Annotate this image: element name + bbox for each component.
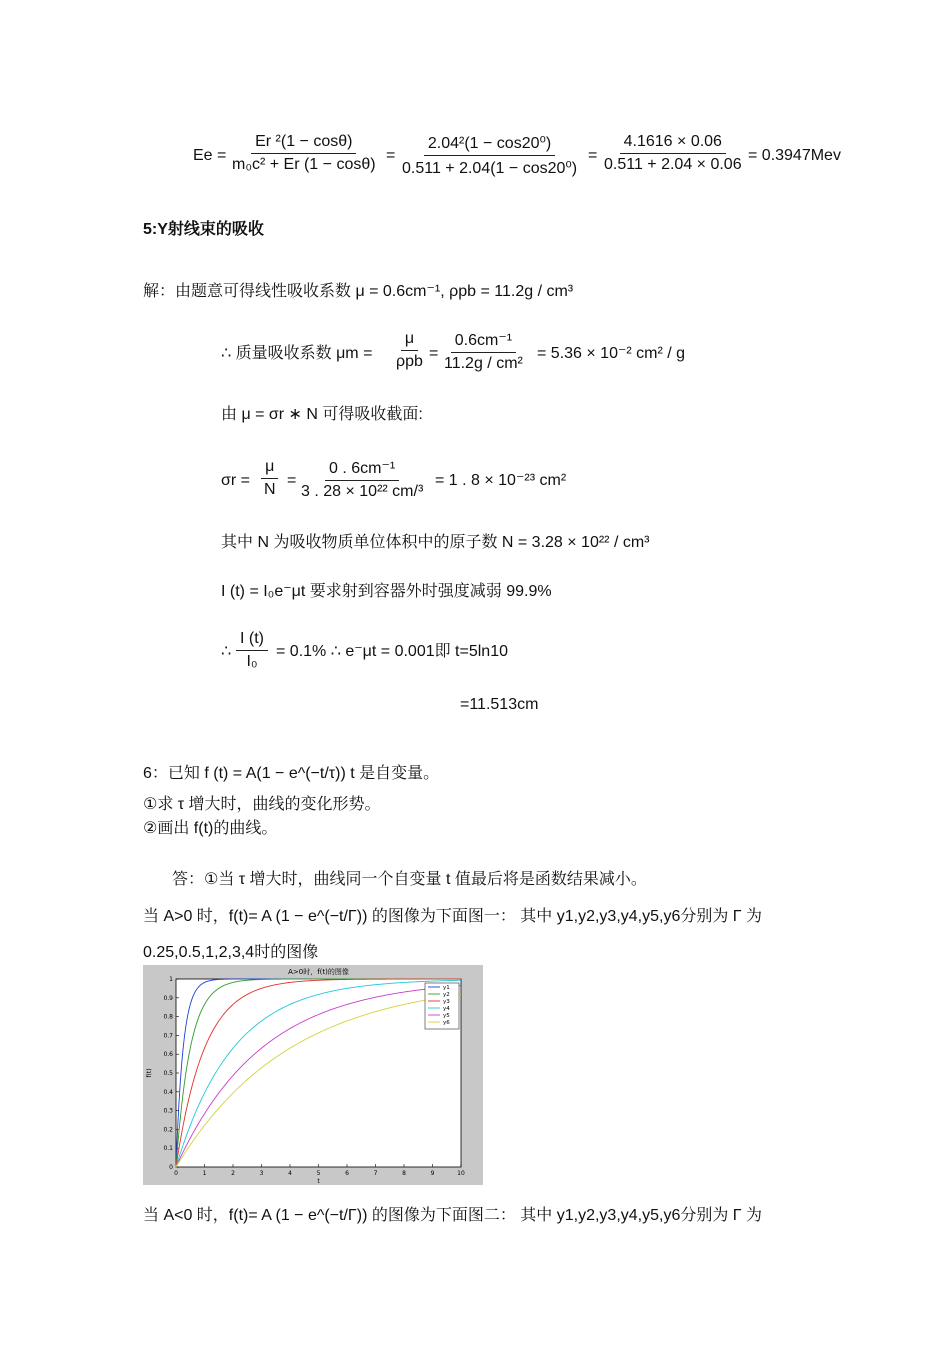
sigma-f2-denominator: 3 . 28 × 10²² cm/³	[301, 483, 424, 500]
eq1-f2-denominator: 0.511 + 2.04(1 − cos20⁰)	[402, 160, 578, 177]
eq1-result: = 0.3947Mev	[748, 147, 841, 164]
sigma-fraction-2	[297, 458, 427, 501]
a-positive-line: 当 A>0 时，f(t)= A (1 − e^(−t/Γ)) 的图像为下面图一： 其中 y1,y2,y3,y4,y5,y6分别为 Γ 为	[143, 908, 763, 925]
x-tick-label: 6	[345, 1170, 349, 1177]
eq1-f3-denominator: 0.511 + 2.04 × 0.06	[604, 156, 742, 173]
equals-sign: =	[287, 472, 297, 489]
mass-fraction-1	[392, 330, 427, 371]
question-1: ①求 τ 增大时，曲线的变化形势。	[143, 796, 381, 813]
y-tick-label: 0.1	[163, 1145, 173, 1153]
y-tick-label: 0.3	[163, 1107, 173, 1115]
x-tick-label: 0	[174, 1170, 178, 1177]
mass-f1-numerator: μ	[401, 330, 418, 351]
x-tick-label: 7	[373, 1170, 378, 1177]
y-tick-label: 1	[169, 976, 173, 983]
sigma-f1-numerator: μ	[261, 458, 278, 479]
figure-1-chart	[143, 965, 483, 1185]
ratio-numerator: I (t)	[236, 630, 268, 651]
x-tick-label: 3	[259, 1170, 264, 1177]
sigma-f2-numerator: 0 . 6cm⁻¹	[325, 458, 399, 481]
mass-f2-denominator: 11.2g / cm²	[444, 355, 523, 372]
ratio-label: ∴	[221, 643, 232, 660]
equals-sign: =	[588, 147, 598, 164]
eq1-lhs: Ee =	[193, 147, 227, 164]
sigma-f1-denominator: N	[264, 481, 276, 498]
ratio-rest: = 0.1% ∴ e⁻μt = 0.001即 t=5ln10	[276, 643, 508, 660]
mass-f1-denominator: ρpb	[396, 353, 423, 370]
y-tick-label: 0.6	[163, 1051, 173, 1059]
legend-label-y6: y6	[443, 1020, 450, 1026]
y-tick-label: 0.7	[163, 1032, 173, 1040]
y-tick-label: 0	[169, 1164, 173, 1171]
x-tick-label: 10	[457, 1170, 465, 1177]
x-axis-label: t	[317, 1178, 320, 1185]
legend-label-y1: y1	[443, 985, 450, 991]
eq1-fraction-2	[398, 133, 581, 178]
ratio-denominator: I₀	[246, 653, 258, 670]
eq1-fraction-1	[228, 133, 380, 174]
linear-absorption-line: 解：由题意可得线性吸收系数 μ = 0.6cm⁻¹, ρpb = 11.2g / cm³	[143, 283, 574, 300]
mass-absorption-label: ∴ 质量吸收系数 μm =	[221, 345, 373, 362]
chart-title: A>0时，f(t)的图像	[288, 968, 349, 976]
section-6-question: 6：已知 f (t) = A(1 − e^(−t/τ)) t 是自变量。	[143, 765, 440, 782]
a-negative-line: 当 A<0 时，f(t)= A (1 − e^(−t/Γ)) 的图像为下面图二： 其中 y1,y2,y3,y4,y5,y6分别为 Γ 为	[143, 1207, 763, 1224]
legend-label-y3: y3	[443, 999, 450, 1005]
sigma-fraction-1	[260, 458, 280, 499]
eq1-f1-denominator: m₀c² + Er (1 − cosθ)	[232, 156, 376, 173]
eq1-f3-numerator: 4.1616 × 0.06	[620, 133, 726, 154]
cross-section-line: 由 μ = σr ∗ N 可得吸收截面:	[221, 406, 423, 423]
final-result: =11.513cm	[460, 696, 539, 713]
equals-sign: =	[386, 147, 396, 164]
mass-result: = 5.36 × 10⁻² cm² / g	[537, 345, 686, 362]
question-2: ②画出 f(t)的曲线。	[143, 820, 278, 837]
eq1-f1-numerator: Er ²(1 − cosθ)	[251, 133, 356, 154]
y-tick-label: 0.4	[163, 1088, 173, 1096]
intensity-line: I (t) = I₀e⁻μt 要求射到容器外时强度减弱 99.9%	[221, 583, 552, 600]
atom-density-line: 其中 N 为吸收物质单位体积中的原子数 N = 3.28 × 10²² / cm³	[221, 534, 650, 551]
x-tick-label: 9	[430, 1170, 435, 1177]
y-tick-label: 0.8	[163, 1013, 173, 1021]
sigma-result: = 1 . 8 × 10⁻²³ cm²	[435, 472, 567, 489]
equals-sign: =	[429, 345, 439, 362]
ratio-fraction	[236, 630, 268, 671]
x-tick-label: 8	[402, 1170, 406, 1177]
sigma-label: σr =	[221, 472, 250, 489]
a-positive-line-2: 0.25,0.5,1,2,3,4时的图像	[143, 944, 319, 961]
section-5-heading: 5:Y射线束的吸收	[143, 221, 264, 238]
eq1-f2-numerator: 2.04²(1 − cos20⁰)	[424, 133, 555, 156]
x-tick-label: 2	[231, 1170, 235, 1177]
legend-label-y2: y2	[443, 992, 450, 998]
y-tick-label: 0.9	[163, 994, 173, 1002]
y-tick-label: 0.2	[163, 1126, 173, 1134]
y-axis-label: f(t)	[146, 1068, 153, 1078]
mass-f2-numerator: 0.6cm⁻¹	[451, 330, 516, 353]
answer-line: 答：①当 τ 增大时，曲线同一个自变量 t 值最后将是函数结果减小。	[172, 871, 647, 888]
y-tick-label: 0.5	[163, 1070, 173, 1077]
legend-label-y4: y4	[443, 1006, 450, 1012]
eq1-fraction-3	[600, 133, 746, 174]
chart-svg	[143, 965, 483, 1185]
legend-label-y5: y5	[443, 1013, 450, 1019]
x-tick-label: 4	[288, 1170, 292, 1177]
x-tick-label: 1	[202, 1170, 207, 1177]
plot-area	[176, 979, 461, 1167]
x-tick-label: 5	[316, 1170, 321, 1177]
mass-fraction-2	[440, 330, 527, 373]
